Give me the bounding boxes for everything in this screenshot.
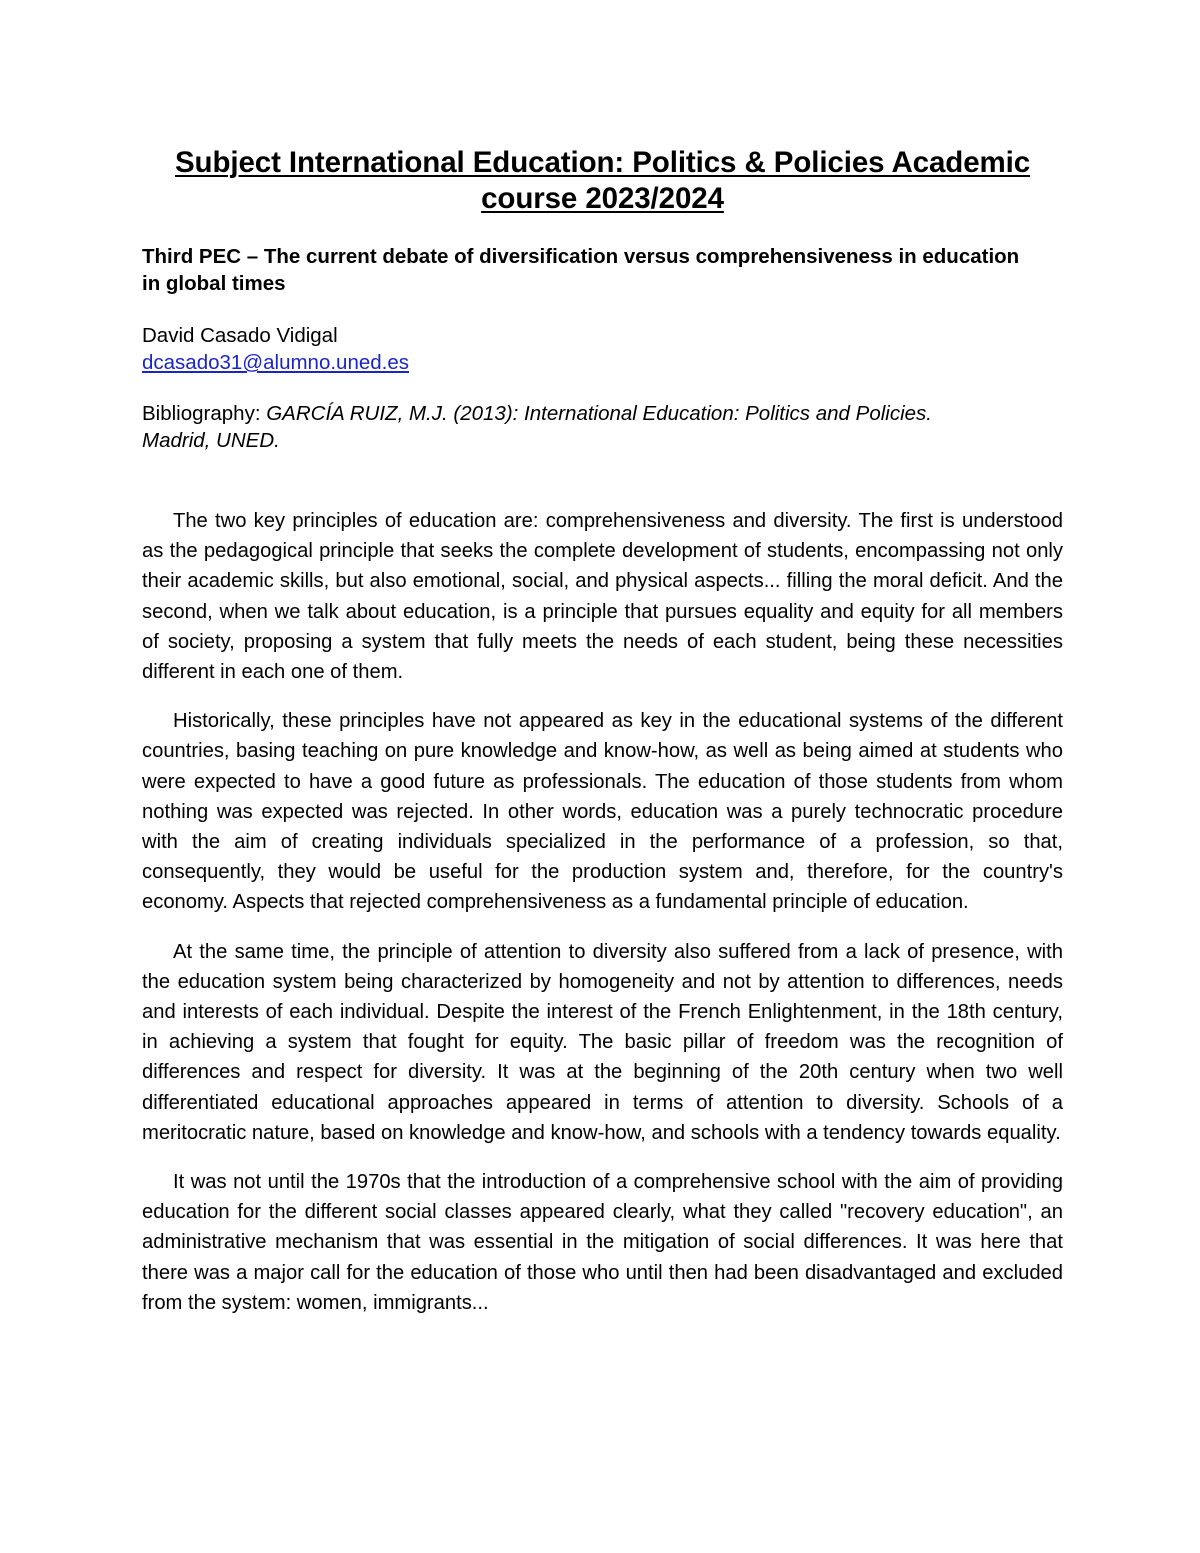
author-email-link[interactable]: dcasado31@alumno.uned.es xyxy=(142,351,410,374)
bibliography xyxy=(142,400,972,454)
bibliography-label: Bibliography: xyxy=(142,402,261,425)
paragraph-1: The two key principles of education are: comprehensiveness and diversity. The first is understood as the pedagogical principle that seeks the complete development of students, encompassing not only their academic skills, but also emotional, social, and physical aspects... filling the moral deficit. And the second, when we talk about education, is a principle that pursues equality and equity for all members of society, proposing a system that fully meets the needs of each student, being these necessities different in each one of them. xyxy=(142,510,1063,684)
paragraph-3: At the same time, the principle of attention to diversity also suffered from a lack of presence, with the education system being characterized by homogeneity and not by attention to differences, needs and interests of each individual. Despite the interest of the French Enlightenment, in the 18th century, in achieving a system that fought for equity. The basic pillar of freedom was the recognition of differences and respect for diversity. It was at the beginning of the 20th century when two well differentiated educational approaches appeared in terms of attention to diversity. Schools of a meritocratic nature, based on knowledge and know-how, and schools with a tendency towards equality. xyxy=(142,940,1063,1144)
page-title xyxy=(142,145,1063,217)
page-title-line-2 xyxy=(142,181,1063,217)
paragraph-4: It was not until the 1970s that the introduction of a comprehensive school with the aim of providing education for the different social classes appeared clearly, what they called "recovery education", an administrative mechanism that was essential in the mitigation of social differences. It was here that there was a major call for the education of those who until then had been disadvantaged and excluded from the system: women, immigrants... xyxy=(142,1171,1063,1314)
author-name: David Casado Vidigal xyxy=(142,324,338,347)
document-body xyxy=(142,145,1063,1318)
page-title-line-1-text: Subject International Education: Politics & Policies Academic xyxy=(174,146,1031,179)
paragraph-2: Historically, these principles have not appeared as key in the educational systems of the different countries, basing teaching on pure knowledge and know-how, as well as being aimed at students who were expected to have a good future as professionals. The education of those students from whom nothing was expected was rejected. In other words, education was a purely technocratic procedure with the aim of creating individuals specialized in the performance of a profession, so that, consequently, they would be useful for the production system and, therefore, for the country's economy. Aspects that rejected comprehensiveness as a fundamental principle of education. xyxy=(142,710,1063,914)
assignment-subtitle: Third PEC – The current debate of diversification versus comprehensiveness in education in global times xyxy=(142,245,1020,295)
author-block xyxy=(142,322,1063,376)
page-title-line-2-text: course 2023/2024 xyxy=(481,182,724,215)
body-text xyxy=(142,506,1063,1318)
page-title-line-1 xyxy=(142,145,1063,181)
bibliography-citation: GARCÍA RUIZ, M.J. (2013): International Education: Politics and Policies. Madrid, UNED. xyxy=(142,402,932,452)
